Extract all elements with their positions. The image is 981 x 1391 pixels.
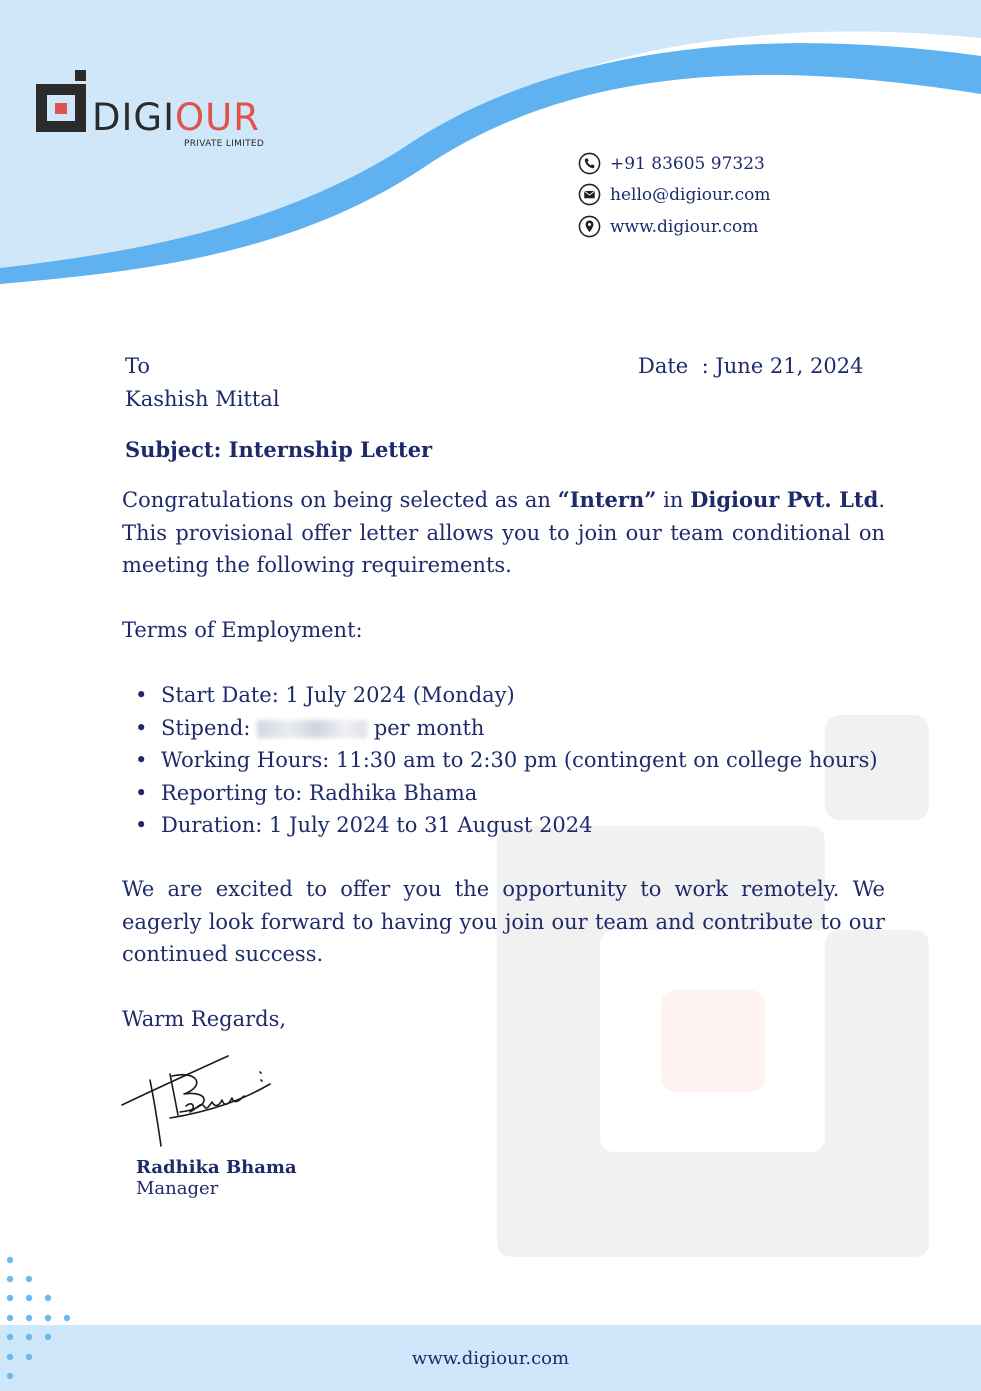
date-label: Date bbox=[638, 354, 689, 378]
contact-email[interactable]: hello@digiour.com bbox=[610, 184, 771, 205]
term-duration: • Duration: 1 July 2024 to 31 August 2024 bbox=[161, 809, 885, 842]
footer-website[interactable]: www.digiour.com bbox=[411, 1348, 570, 1369]
intro-part2: in bbox=[656, 488, 691, 512]
term-start-date: • Start Date: 1 July 2024 (Monday) bbox=[161, 679, 885, 712]
intro-part1: Congratulations on being selected as an bbox=[122, 488, 558, 512]
warm-regards: Warm Regards, bbox=[122, 1007, 287, 1031]
stipend-label: Stipend: bbox=[161, 715, 258, 740]
logo-subtitle: PRIVATE LIMITED bbox=[184, 139, 265, 149]
recipient-name: Kashish Mittal bbox=[125, 387, 280, 411]
term-working-hours: • Working Hours: 11:30 am to 2:30 pm (contingent on college hours) bbox=[161, 744, 885, 777]
signatory-title: Manager bbox=[136, 1178, 219, 1199]
to-label: To bbox=[125, 354, 151, 378]
intro-role: “Intern” bbox=[557, 487, 657, 512]
contact-phone[interactable]: +91 83605 97323 bbox=[610, 153, 765, 174]
closing-paragraph: We are excited to offer you the opportunity to work remotely. We eagerly look forward to having you join our team and contribute to our continued success. bbox=[122, 877, 885, 966]
intro-company: Digiour Pvt. Ltd bbox=[690, 487, 879, 512]
stipend-suffix: per month bbox=[367, 715, 485, 740]
terms-heading: Terms of Employment: bbox=[122, 618, 363, 642]
logo-text-red: OUR bbox=[175, 96, 260, 139]
date-value: : June 21, 2024 bbox=[701, 354, 864, 378]
intro-part3: . This provisional offer letter allows you to join our team conditional on meeting the following requirements. bbox=[122, 488, 885, 577]
signatory-name: Radhika Bhama bbox=[136, 1157, 297, 1178]
term-reporting-to: • Reporting to: Radhika Bhama bbox=[161, 777, 885, 810]
contact-website[interactable]: www.digiour.com bbox=[610, 216, 759, 237]
subject-line: Subject: Internship Letter bbox=[125, 437, 433, 462]
logo-text-dark: DIGI bbox=[92, 96, 175, 139]
